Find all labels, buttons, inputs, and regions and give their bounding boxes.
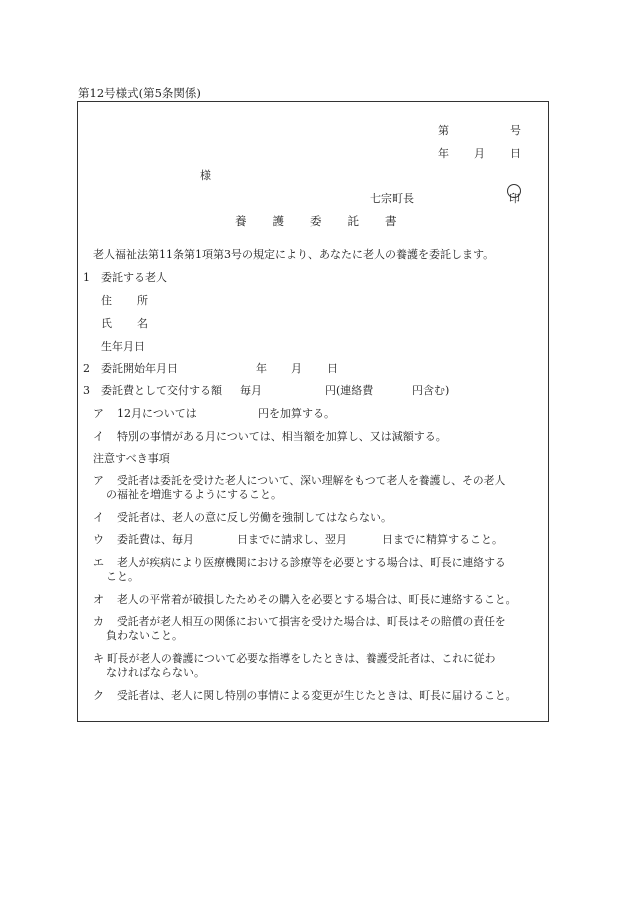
note-ku-line1: 受託者は、老人に関し特別の事情による変更が生じたときは、町長に届けること。	[117, 689, 517, 702]
note-e-mark: エ	[93, 556, 104, 569]
note-ki-line2: なければならない。	[106, 666, 205, 679]
section3-a-mark: ア	[93, 407, 104, 420]
date-year: 年	[438, 147, 449, 160]
title-char: 養	[235, 214, 247, 228]
document-title	[235, 214, 397, 228]
title-char: 護	[272, 214, 284, 228]
date-month: 月	[474, 147, 485, 160]
note-ku-mark: ク	[93, 689, 104, 702]
address-label-a: 住	[101, 294, 112, 307]
section2-num: 2	[83, 362, 90, 375]
note-o-mark: オ	[93, 593, 104, 606]
section3-i-mark: イ	[93, 430, 104, 443]
intro-text: 老人福祉法第11条第1項第3号の規定により、あなたに老人の養護を委託します。	[93, 248, 495, 261]
title-char: 書	[385, 214, 397, 228]
note-ka-line1: 受託者が老人相互の関係において損害を受けた場合は、町長はその賠償の責任を	[117, 615, 506, 628]
section2-label: 委託開始年月日	[101, 362, 178, 375]
note-u-c: 日までに精算すること。	[382, 533, 503, 546]
title-char: 託	[347, 214, 359, 228]
note-e-line1: 老人が疾病により医療機関における診療等を必要とする場合は、町長に連絡する	[117, 556, 506, 569]
note-u-a: 委託費は、毎月	[117, 533, 194, 546]
section3-yen-incl: 円含む)	[412, 384, 450, 397]
note-a-mark: ア	[93, 474, 104, 487]
note-ki-mark: キ	[93, 652, 104, 665]
note-ki-line1: 町長が老人の養護について必要な指導をしたときは、養護受託者は、これに従わ	[107, 652, 496, 665]
section3-a-text2: 円を加算する。	[258, 407, 335, 420]
name-label-a: 氏	[101, 317, 112, 330]
section2-day: 日	[327, 362, 338, 375]
number-prefix: 第	[438, 124, 449, 137]
issuer: 七宗町長	[370, 192, 414, 205]
note-u-b: 日までに請求し、翌月	[237, 533, 347, 546]
addressee-suffix: 様	[200, 169, 211, 182]
birthdate-label: 生年月日	[101, 340, 145, 353]
note-i-mark: イ	[93, 511, 104, 524]
seal-char: 印	[509, 192, 520, 205]
note-ka-mark: カ	[93, 615, 104, 628]
address-label-b: 所	[137, 294, 148, 307]
number-suffix: 号	[510, 124, 521, 137]
date-day: 日	[510, 147, 521, 160]
title-char: 委	[310, 214, 322, 228]
note-a-line1: 受託者は委託を受けた老人について、深い理解をもつて老人を養護し、その老人	[117, 474, 506, 487]
section3-monthly: 毎月	[240, 384, 262, 397]
note-i-line1: 受託者は、老人の意に反し労働を強制してはならない。	[117, 511, 392, 524]
section3-i-text: 特別の事情がある月については、相当額を加算し、又は減額する。	[117, 430, 447, 443]
note-a-line2: の福祉を増進するようにすること。	[106, 488, 282, 501]
notes-heading: 注意すべき事項	[93, 452, 170, 465]
note-e-line2: こと。	[106, 570, 139, 583]
section3-label: 委託費として交付する額	[101, 384, 222, 397]
section1-num: 1	[83, 271, 90, 284]
form-label: 第12号様式(第5条関係)	[78, 86, 201, 100]
note-ka-line2: 負わないこと。	[106, 629, 183, 642]
section1-heading: 委託する老人	[101, 271, 167, 284]
note-u-mark: ウ	[93, 533, 104, 546]
section3-num: 3	[83, 384, 90, 397]
section3-a-text1: 12月については	[117, 407, 197, 420]
name-label-b: 名	[137, 317, 148, 330]
section3-yen: 円(連絡費	[325, 384, 374, 397]
section2-month: 月	[291, 362, 302, 375]
section2-year: 年	[256, 362, 267, 375]
note-o-line1: 老人の平常着が破損したためその購入を必要とする場合は、町長に連絡すること。	[117, 593, 517, 606]
